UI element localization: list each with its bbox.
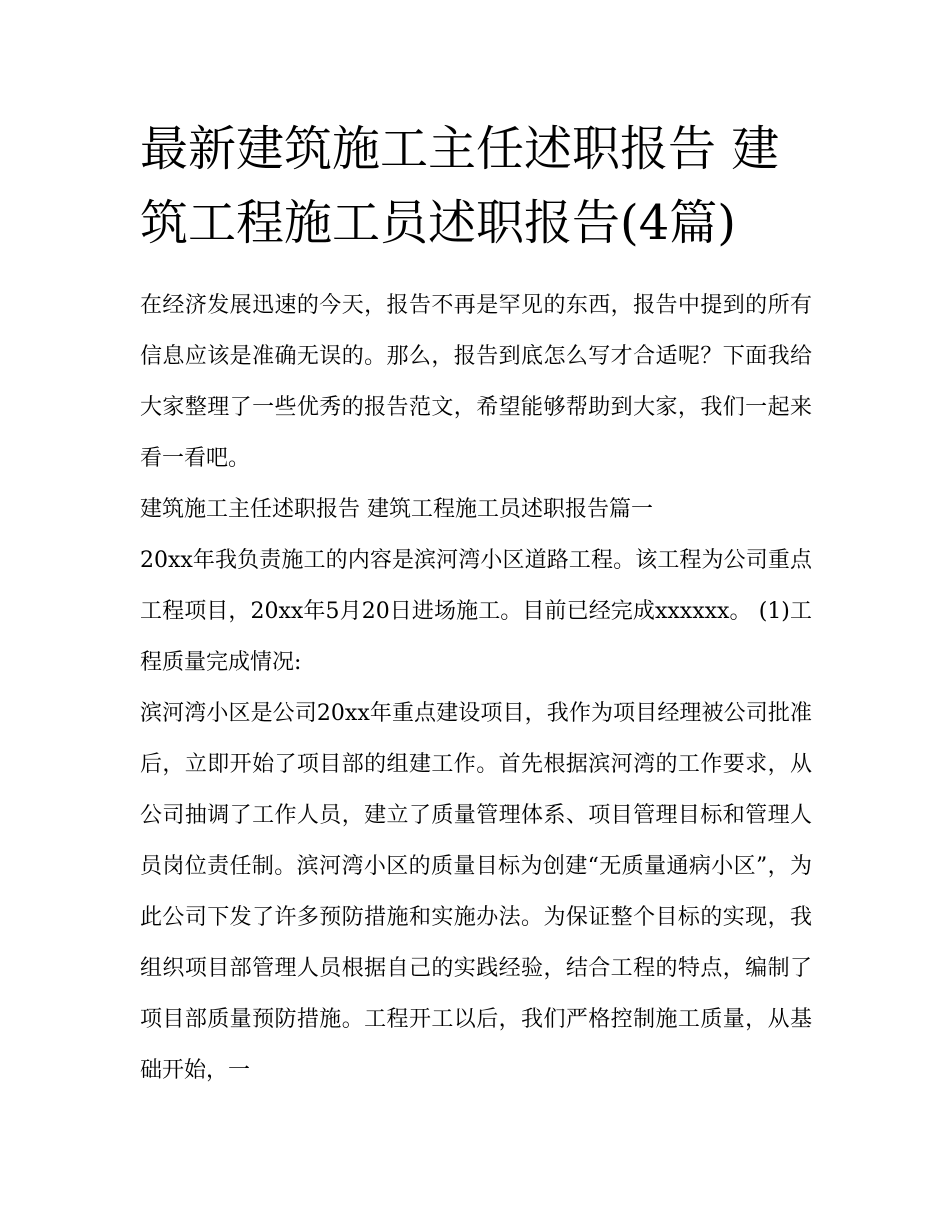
section-heading: 建筑施工主任述职报告 建筑工程施工员述职报告篇一	[140, 497, 653, 522]
intro-paragraph: 在经济发展迅速的今天，报告不再是罕见的东西，报告中提到的所有信息应该是准确无误的。那么，报告到底怎么写才合适呢？下面我给大家整理了一些优秀的报告范文，希望能够帮助到大家，我们一起来看一看吧。	[140, 293, 812, 471]
body-paragraph: 20xx年我负责施工的内容是滨河湾小区道路工程。该工程为公司重点工程项目，20xx年5月20日进场施工。目前已经完成xxxxxx。 (1)工程质量完成情况:	[140, 548, 812, 675]
document-title: 最新建筑施工主任述职报告 建筑工程施工员述职报告(4篇)	[140, 121, 780, 251]
document-body	[140, 280, 812, 1096]
document-page	[140, 112, 812, 1096]
body-paragraph: 滨河湾小区是公司20xx年重点建设项目，我作为项目经理被公司批准后，立即开始了项目部的组建工作。首先根据滨河湾的工作要求，从公司抽调了工作人员，建立了质量管理体系、项目管理目标和管理人员岗位责任制。滨河湾小区的质量目标为创建“无质量通病小区”，为此公司下发了许多预防措施和实施办法。为保证整个目标的实现，我组织项目部管理人员根据自己的实践经验，结合工程的特点，编制了项目部质量预防措施。工程开工以后，我们严格控制施工质量，从基础开始，一	[140, 701, 812, 1083]
